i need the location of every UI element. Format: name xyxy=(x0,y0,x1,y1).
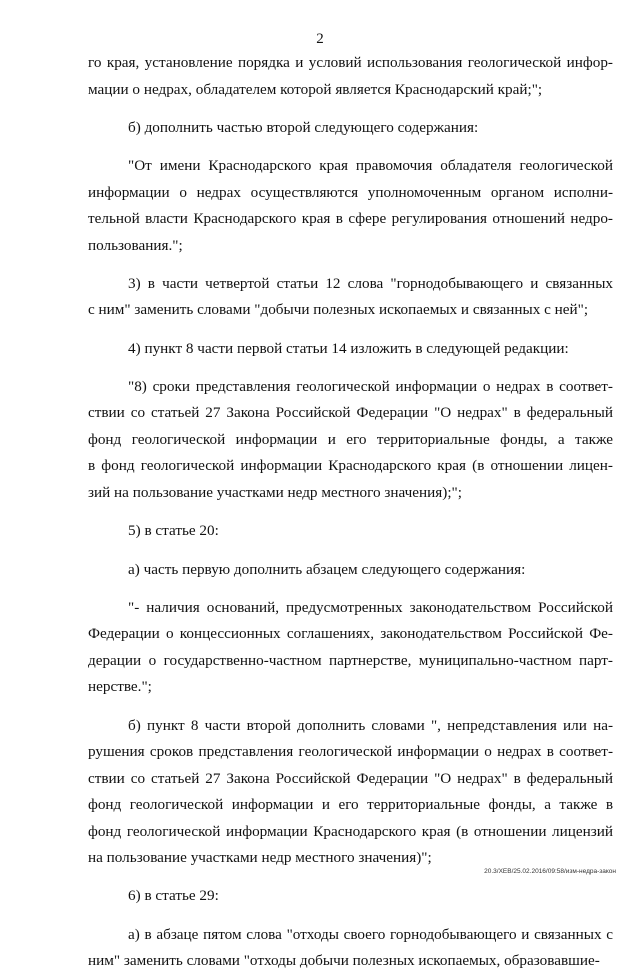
paragraph-gap xyxy=(88,362,613,374)
text-line: ствии со статьей 27 Закона Российской Федерации "О недрах" в федеральный xyxy=(88,404,613,422)
text-line: с ним" заменить словами "добычи полезных ископаемых и связанных с ней"; xyxy=(88,301,589,319)
text-line: 3) в части четвертой статьи 12 слова "горнодобывающего и связанных xyxy=(128,274,613,292)
text-line: 6) в статье 29: xyxy=(128,887,219,905)
text-line: рушения сроков представления геологической информации о недрах в соответ- xyxy=(88,743,613,761)
text-line: "От имени Краснодарского края правомочия обладателя геологической xyxy=(128,157,613,175)
paragraph-gap xyxy=(88,324,613,336)
text-line: ствии со статьей 27 Закона Российской Федерации "О недрах" в федеральный xyxy=(88,769,613,787)
paragraph-gap xyxy=(88,141,613,153)
paragraph-gap xyxy=(88,583,613,595)
text-line: 4) пункт 8 части первой статьи 14 изложить в следующей редакции: xyxy=(128,339,569,357)
text-line: 5) в статье 20: xyxy=(128,522,219,540)
footer-reference: 20.3/ХЕВ/25.02.2016/09:58/изм-недра-закон xyxy=(484,868,616,875)
text-line: "- наличия оснований, предусмотренных законодательством Российской xyxy=(128,598,613,616)
paragraph-gap xyxy=(88,259,613,271)
text-line: б) дополнить частью второй следующего содержания: xyxy=(128,118,479,136)
text-line: на пользование участками недр местного значения)"; xyxy=(88,849,432,867)
document-body xyxy=(88,50,613,975)
text-line: тельной власти Краснодарского края в сфере регулирования отношений недро- xyxy=(88,210,613,228)
text-line: "8) сроки представления геологической информации о недрах в соответ- xyxy=(128,377,613,395)
text-line: а) часть первую дополнить абзацем следующего содержания: xyxy=(128,560,526,578)
text-line: го края, установление порядка и условий использования геологической инфор- xyxy=(88,54,613,71)
text-line: Федерации о концессионных соглашениях, законодательством Российской Фе- xyxy=(88,625,613,643)
text-line: мации о недрах, обладателем которой является Краснодарский край;"; xyxy=(88,80,543,98)
paragraph-gap xyxy=(88,103,613,115)
paragraph-gap xyxy=(88,701,613,713)
text-line: фонд геологической информации и его территориальные фонды, а также в xyxy=(88,796,613,814)
text-line: фонд геологической информации и его территориальные фонды, а также xyxy=(88,430,613,448)
text-line: дерации о государственно-частном партнерстве, муниципально-частном парт- xyxy=(88,651,613,669)
text-line: зий на пользование участками недр местного значения);"; xyxy=(88,483,462,501)
text-line: информации о недрах осуществляются уполномоченным органом исполни- xyxy=(88,183,613,201)
text-line: б) пункт 8 части второй дополнить словами ", непредставления или на- xyxy=(128,716,613,734)
paragraph-gap xyxy=(88,910,613,922)
paragraph-gap xyxy=(88,545,613,557)
text-line: а) в абзаце пятом слова "отходы своего горнодобывающего и связанных с xyxy=(128,925,613,943)
text-line: ним" заменить словами "отходы добычи полезных ископаемых, образовавшие- xyxy=(88,952,600,970)
text-line: в фонд геологической информации Краснодарского края (в отношении лицен- xyxy=(88,457,613,475)
text-line: фонд геологической информации Краснодарского края (в отношении лицензий xyxy=(88,822,613,840)
text-line: нерстве."; xyxy=(88,678,152,696)
paragraph-gap xyxy=(88,506,613,518)
text-line: пользования."; xyxy=(88,236,183,254)
page-number: 2 xyxy=(316,31,324,47)
